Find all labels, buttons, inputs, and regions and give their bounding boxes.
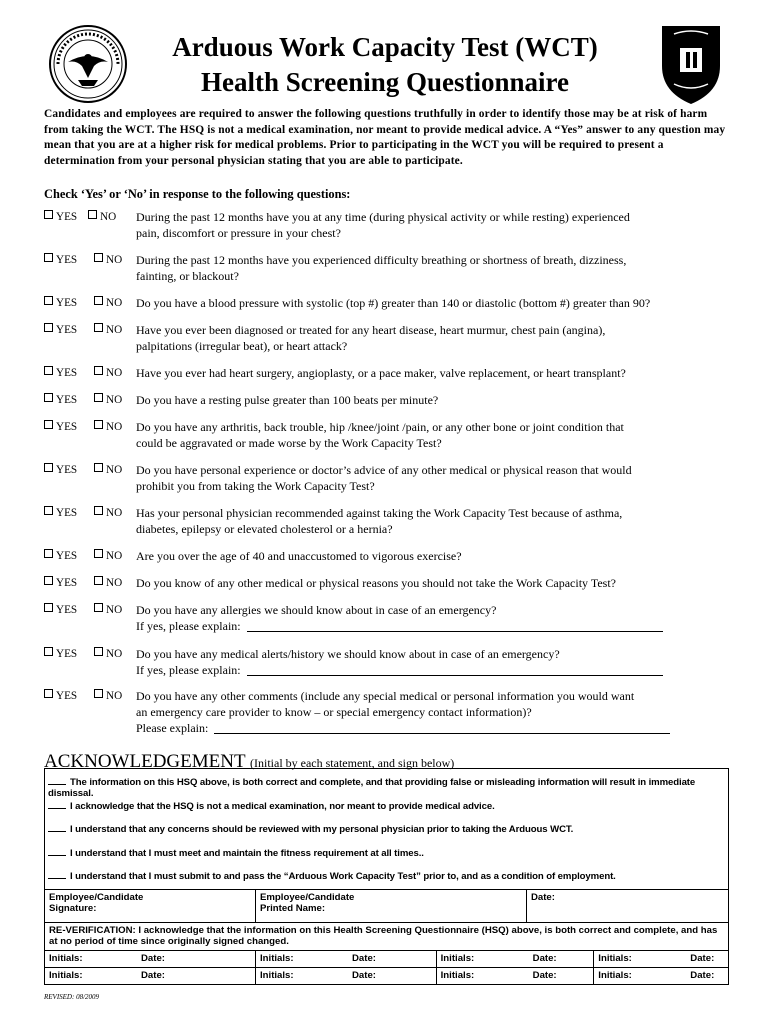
ack-statement: The information on this HSQ above, is both correct and complete, and that providing false or misleading information will result in immediate dismissal. — [48, 777, 696, 799]
no-checkbox[interactable]: NO — [94, 602, 122, 618]
check-instructions: Check ‘Yes’ or ‘No’ in response to the following questions: — [44, 187, 351, 201]
no-checkbox[interactable]: NO — [94, 505, 122, 521]
no-checkbox[interactable]: NO — [94, 322, 122, 338]
explain-field[interactable] — [247, 619, 663, 632]
yes-checkbox[interactable]: YES — [44, 252, 77, 268]
intro-paragraph: Candidates and employees are required to answer the following questions truthfully in order to identify those may be at risk of harm from taking the WCT. The HSQ is not a medical examination, nor meant to provide medical advice. A “Yes” answer to any question may mean that you are at a higher risk for medical problems. Prior to participating in the WCT you will be required to present a determination from your personal physician stating that you are able to participate. — [44, 108, 726, 167]
acknowledgement-subtitle: (Initial by each statement, and sign below) — [250, 756, 455, 770]
no-checkbox[interactable]: NO — [94, 575, 122, 591]
no-checkbox[interactable]: NO — [94, 252, 122, 268]
question-text: diabetes, epilepsy or elevated cholesterol or a hernia? — [136, 522, 393, 536]
revision-note: REVISED: 08/2009 — [44, 993, 100, 1001]
yes-checkbox[interactable]: YES — [44, 575, 77, 591]
initial-field[interactable] — [48, 869, 66, 879]
question-text: Do you know of any other medical or physical reasons you should not take the Work Capacity Test? — [136, 576, 616, 590]
no-checkbox[interactable]: NO — [94, 462, 122, 478]
question-text: Has your personal physician recommended against taking the Work Capacity Test because of asthma, — [136, 506, 623, 520]
question-text: Do you have a blood pressure with systolic (top #) greater than 140 or diastolic (bottom #) greater than 90? — [136, 296, 651, 310]
reverify-row-2[interactable]: Initials: Date: — [45, 968, 256, 985]
yes-checkbox[interactable]: YES — [44, 209, 77, 225]
initial-field[interactable] — [48, 799, 66, 809]
question-text: Do you have any other comments (include any special medical or personal information you would want — [136, 689, 635, 703]
question-text: Do you have a resting pulse greater than 100 beats per minute? — [136, 393, 439, 407]
yes-checkbox[interactable]: YES — [44, 548, 77, 564]
dod-seal-logo — [48, 24, 128, 104]
no-checkbox[interactable]: NO — [94, 295, 122, 311]
yes-checkbox[interactable]: YES — [44, 365, 77, 381]
explain-label: If yes, please explain: — [136, 663, 241, 677]
yes-checkbox[interactable]: YES — [44, 505, 77, 521]
explain-field[interactable] — [214, 721, 670, 734]
question-text: Do you have any allergies we should know about in case of an emergency? — [136, 603, 497, 617]
question-text: Have you ever been diagnosed or treated for any heart disease, heart murmur, chest pain (angina), — [136, 323, 606, 337]
question-text: During the past 12 months have you experienced difficulty breathing or shortness of breath, dizziness, — [136, 253, 627, 267]
no-checkbox[interactable]: NO — [94, 419, 122, 435]
fire-shield-logo — [656, 22, 726, 106]
signature-table: Employee/Candidate Signature: Employee/Candidate Printed Name: Date: RE-VERIFICATION: I acknowledge that the information on this Health Screening Questionnaire (HSQ) above, is both correct and complete, and has at no period of time since originally signed changed. Initials: Date: Initials: Date: Initials: Date: Initials: Date: Initials: Date: Initials: Date: Initials: Date: Initials: Date: — [44, 889, 729, 985]
ack-statement: I understand that I must meet and maintain the fitness requirement at all times.. — [48, 846, 424, 859]
no-checkbox[interactable]: NO — [88, 209, 116, 225]
no-checkbox[interactable]: NO — [94, 646, 122, 662]
no-checkbox[interactable]: NO — [94, 365, 122, 381]
acknowledgement-box — [44, 768, 729, 890]
ack-statement: I acknowledge that the HSQ is not a medical examination, nor meant to provide medical advice. — [48, 799, 495, 812]
question-text: an emergency care provider to know – or special emergency contact information)? — [136, 705, 532, 719]
initial-field[interactable] — [48, 775, 66, 785]
question-text: pain, discomfort or pressure in your chest? — [136, 226, 341, 240]
question-text: Do you have any medical alerts/history we should know about in case of an emergency? — [136, 647, 560, 661]
no-checkbox[interactable]: NO — [94, 548, 122, 564]
page-title — [140, 30, 630, 100]
title-line-1: Arduous Work Capacity Test (WCT) — [172, 32, 598, 62]
no-checkbox[interactable]: NO — [94, 688, 122, 704]
yes-checkbox[interactable]: YES — [44, 462, 77, 478]
question-text: fainting, or blackout? — [136, 269, 239, 283]
yes-checkbox[interactable]: YES — [44, 295, 77, 311]
ack-statement: I understand that any concerns should be reviewed with my personal physician prior to taking the Arduous WCT. — [48, 822, 573, 835]
question-text: could be aggravated or made worse by the Work Capacity Test? — [136, 436, 442, 450]
question-text: Have you ever had heart surgery, angioplasty, or a pace maker, valve replacement, or heart transplant? — [136, 366, 626, 380]
yes-checkbox[interactable]: YES — [44, 392, 77, 408]
question-text: prohibit you from taking the Work Capacity Test? — [136, 479, 375, 493]
signature-field[interactable]: Employee/Candidate Signature: — [45, 890, 256, 923]
initial-field[interactable] — [48, 822, 66, 832]
reverify-row-1[interactable]: Initials: Date: — [45, 951, 256, 968]
acknowledgement-title: ACKNOWLEDGEMENT — [44, 751, 246, 772]
reverification-statement: RE-VERIFICATION: I acknowledge that the information on this Health Screening Questionnaire (HSQ) above, is both correct and complete, and has at no period of time since originally signed changed. — [45, 923, 729, 951]
date-field[interactable]: Date: — [526, 890, 728, 923]
explain-field[interactable] — [247, 663, 663, 676]
no-checkbox[interactable]: NO — [94, 392, 122, 408]
title-line-2: Health Screening Questionnaire — [200, 67, 569, 97]
yes-checkbox[interactable]: YES — [44, 646, 77, 662]
explain-label: Please explain: — [136, 721, 209, 735]
question-text: Are you over the age of 40 and unaccustomed to vigorous exercise? — [136, 549, 462, 563]
yes-checkbox[interactable]: YES — [44, 688, 77, 704]
initial-field[interactable] — [48, 846, 66, 856]
printed-name-field[interactable]: Employee/Candidate Printed Name: — [256, 890, 527, 923]
question-text: palpitations (irregular beat), or heart attack? — [136, 339, 348, 353]
question-text: Do you have personal experience or doctor’s advice of any other medical or physical reason that would — [136, 463, 632, 477]
yes-checkbox[interactable]: YES — [44, 602, 77, 618]
yes-checkbox[interactable]: YES — [44, 322, 77, 338]
question-text: During the past 12 months have you at any time (during physical activity or while resting) experienced — [136, 210, 630, 224]
question-text: Do you have any arthritis, back trouble, hip /knee/joint /pain, or any other bone or joint condition that — [136, 420, 624, 434]
ack-statement: I understand that I must submit to and pass the “Arduous Work Capacity Test” prior to, and as a condition of employment. — [48, 869, 616, 882]
explain-label: If yes, please explain: — [136, 619, 241, 633]
yes-checkbox[interactable]: YES — [44, 419, 77, 435]
